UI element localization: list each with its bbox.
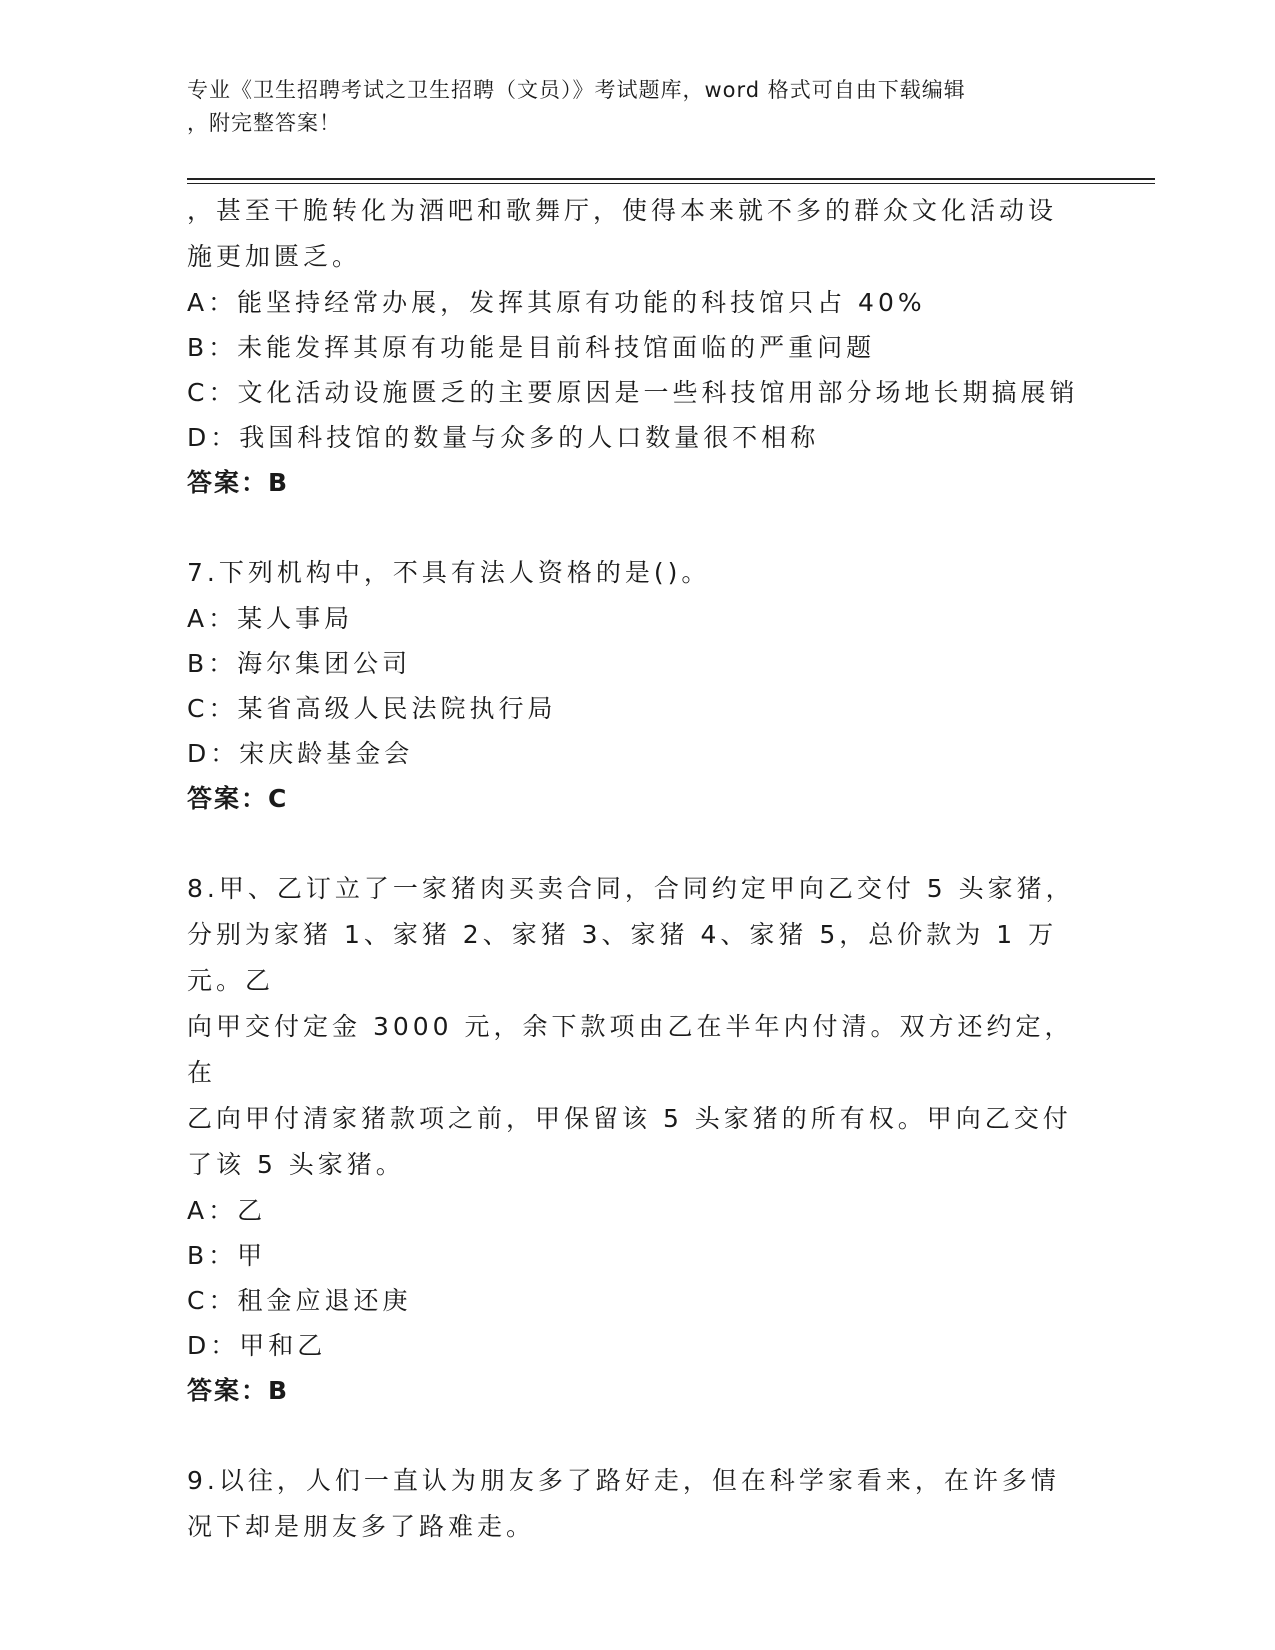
- stem-line: 8.甲、乙订立了一家猪肉买卖合同，合同约定甲向乙交付 5 头家猪，: [187, 874, 1075, 903]
- question-continued: [187, 188, 1087, 505]
- stem-line: 分别为家猪 1、家猪 2、家猪 3、家猪 4、家猪 5，总价款为 1 万元。乙: [187, 920, 1058, 995]
- option-b: B：未能发挥其原有功能是目前科技馆面临的严重问题: [187, 333, 876, 362]
- option-b: B：海尔集团公司: [187, 649, 412, 678]
- option-d: D：宋庆龄基金会: [187, 739, 414, 768]
- spacer: [187, 821, 1087, 866]
- option-b: B：甲: [187, 1241, 267, 1270]
- option-c: C：租金应退还庚: [187, 1286, 412, 1315]
- question-8: [187, 866, 1087, 1413]
- option-d: D：我国科技馆的数量与众多的人口数量很不相称: [187, 423, 820, 452]
- option-c: C：文化活动设施匮乏的主要原因是一些科技馆用部分场地长期搞展销: [187, 378, 1079, 407]
- question-7: [187, 550, 1087, 821]
- document-body: [187, 188, 1087, 1550]
- option-a: A：乙: [187, 1196, 267, 1225]
- answer: 答案：C: [187, 784, 289, 813]
- header-line-2: ，附完整答案！: [187, 111, 341, 135]
- option-a: A：某人事局: [187, 604, 354, 633]
- header-line-1: 专业《卫生招聘考试之卫生招聘（文员）》考试题库，word 格式可自由下载编辑: [187, 78, 966, 102]
- document-header: [187, 74, 1067, 140]
- spacer: [187, 505, 1087, 550]
- stem-line: 况下却是朋友多了路难走。: [187, 1512, 536, 1541]
- answer: 答案：B: [187, 468, 290, 497]
- header-divider-thin: [187, 183, 1155, 184]
- stem-line: 施更加匮乏。: [187, 242, 362, 271]
- header-divider: [187, 178, 1155, 180]
- spacer: [187, 1413, 1087, 1458]
- answer: 答案：B: [187, 1376, 290, 1405]
- question-stem: 7.下列机构中，不具有法人资格的是()。: [187, 558, 711, 587]
- option-d: D：甲和乙: [187, 1331, 327, 1360]
- option-c: C：某省高级人民法院执行局: [187, 694, 557, 723]
- option-a: A：能坚持经常办展，发挥其原有功能的科技馆只占 40%: [187, 288, 926, 317]
- question-9: [187, 1458, 1087, 1550]
- stem-line: 9.以往，人们一直认为朋友多了路好走，但在科学家看来，在许多情: [187, 1466, 1060, 1495]
- stem-line: 向甲交付定金 3000 元，余下款项由乙在半年内付清。双方还约定，在: [187, 1012, 1074, 1087]
- stem-line: ，甚至干脆转化为酒吧和歌舞厅，使得本来就不多的群众文化活动设: [187, 196, 1058, 225]
- stem-line: 乙向甲付清家猪款项之前，甲保留该 5 头家猪的所有权。甲向乙交付: [187, 1104, 1072, 1133]
- stem-line: 了该 5 头家猪。: [187, 1150, 405, 1179]
